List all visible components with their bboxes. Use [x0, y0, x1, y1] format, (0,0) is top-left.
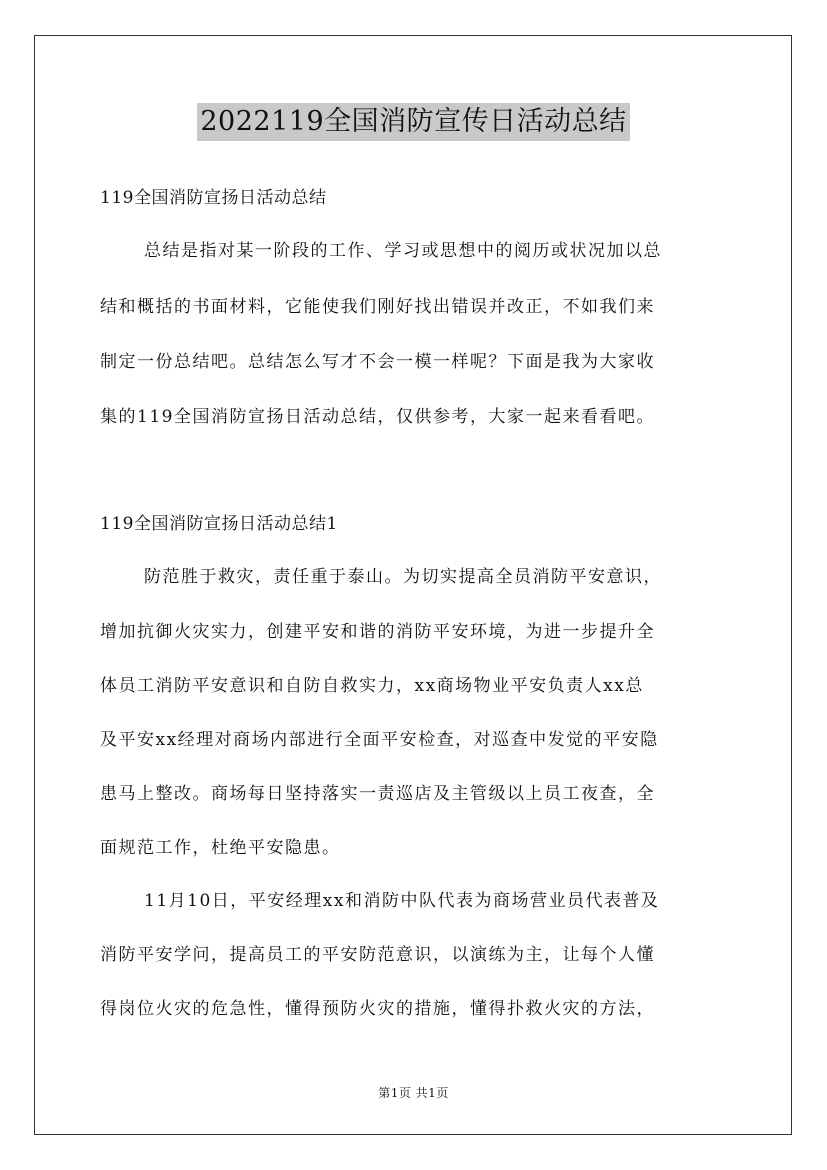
- paragraph-line: 及平安xx经理对商场内部进行全面平安检查，对巡查中发觉的平安隐: [100, 730, 659, 750]
- intro-line: 集的119全国消防宣扬日活动总结，仅供参考，大家一起来看看吧。: [100, 407, 655, 427]
- page-footer: 第1页 共1页: [378, 1086, 449, 1100]
- document-subtitle: 119全国消防宣扬日活动总结: [100, 188, 327, 208]
- paragraph-line: 患马上整改。商场每日坚持落实一责巡店及主管级以上员工夜查，全: [100, 784, 655, 804]
- intro-line: 总结是指对某一阶段的工作、学习或思想中的阅历或状况加以总: [144, 241, 662, 261]
- paragraph-line: 面规范工作，杜绝平安隐患。: [100, 838, 341, 858]
- paragraph-line: 防范胜于救灾，责任重于泰山。为切实提高全员消防平安意识，: [144, 567, 662, 587]
- paragraph-line: 得岗位火灾的危急性，懂得预防火灾的措施，懂得扑救火灾的方法，: [100, 999, 655, 1019]
- paragraph-line: 消防平安学问，提高员工的平安防范意识，以演练为主，让每个人懂: [100, 945, 655, 965]
- section-heading: 119全国消防宣扬日活动总结1: [100, 514, 338, 534]
- paragraph-line: 体员工消防平安意识和自防自救实力，xx商场物业平安负责人xx总: [100, 676, 644, 696]
- document-title: 2022119全国消防宣传日活动总结: [197, 103, 629, 141]
- intro-line: 制定一份总结吧。总结怎么写才不会一模一样呢？下面是我为大家收: [100, 352, 655, 372]
- intro-line: 结和概括的书面材料，它能使我们刚好找出错误并改正，不如我们来: [100, 297, 655, 317]
- paragraph-line: 11月10日，平安经理xx和消防中队代表为商场营业员代表普及: [144, 891, 660, 911]
- paragraph-line: 增加抗御火灾实力，创建平安和谐的消防平安环境，为进一步提升全: [100, 622, 655, 642]
- title-container: [0, 103, 827, 141]
